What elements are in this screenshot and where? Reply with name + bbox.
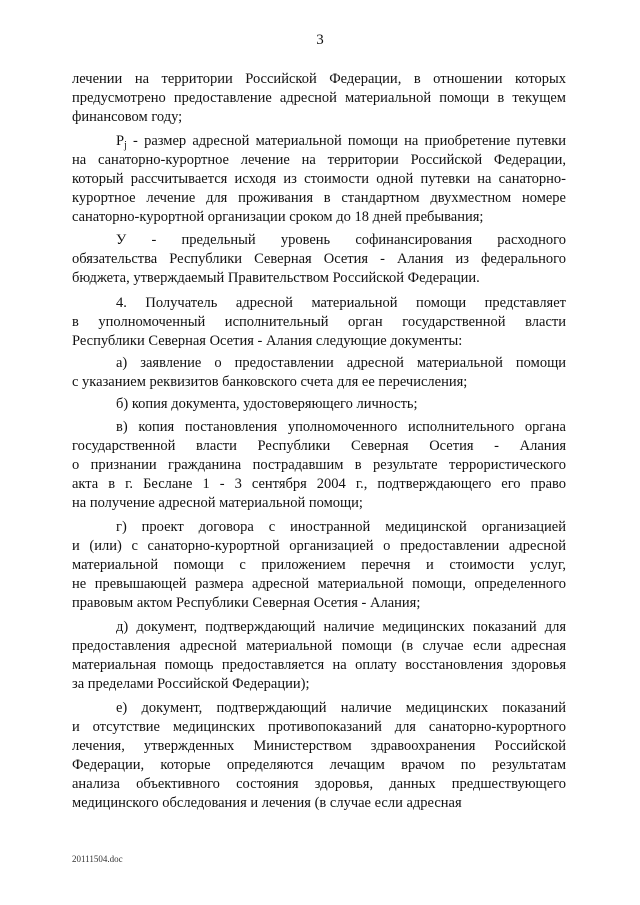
text-line: с указанием реквизитов банковского счета для ее перечисления; — [72, 374, 468, 390]
text-line: е) документ, подтверждающий наличие медицинских показаний — [116, 700, 566, 716]
text-line: д) документ, подтверждающий наличие медицинских показаний для — [116, 619, 566, 635]
text-line: Республики Северная Осетия - Алания следующие документы: — [72, 333, 463, 349]
text-line: лечения, утвержденных Министерством здравоохранения Российской — [72, 738, 566, 754]
paragraph-p6 — [72, 418, 566, 513]
text-line: санаторно-курортной организации сроком до 18 дней пребывания; — [72, 209, 484, 225]
formula-subscript: j — [124, 140, 127, 151]
paragraph-p7 — [72, 518, 566, 613]
text-line: который рассчитывается исходя из стоимости одной путевки на санаторно- — [72, 171, 566, 187]
text-line: материальной помощи с приложением перечня и стоимости услуг, — [72, 557, 566, 573]
text-line: г) проект договора с иностранной медицинской организацией — [116, 519, 566, 535]
text-line: медицинского обследования и лечения (в случае если адресная — [72, 795, 462, 811]
paragraph-p9 — [72, 699, 566, 813]
paragraph-p3 — [72, 294, 566, 351]
formula-symbol: P — [116, 133, 125, 149]
text-line: б) копия документа, удостоверяющего личность; — [116, 396, 418, 412]
text-line: и отсутствие медицинских противопоказаний для санаторно-курортного — [72, 719, 566, 735]
text-line: в) копия постановления уполномоченного исполнительного органа — [116, 419, 566, 435]
text-line: предоставления адресной материальной помощи (в случае если адресная — [72, 638, 566, 654]
text-line: анализа объективного состояния здоровья, данных предшествующего — [72, 776, 566, 792]
paragraph-p0 — [72, 70, 566, 127]
document-body — [72, 70, 566, 813]
page-number: 3 — [316, 32, 324, 48]
text-line: акта в г. Беслане 1 - 3 сентября 2004 г., подтверждающего его право — [72, 476, 566, 492]
text-line: финансовом году; — [72, 109, 183, 125]
paragraph-p5 — [72, 395, 566, 414]
text-line: за пределами Российской Федерации); — [72, 676, 310, 692]
text-line: У - предельный уровень софинансирования расходного — [116, 232, 566, 248]
text-line: 4. Получатель адресной материальной помощи представляет — [116, 295, 566, 311]
text-line: курортное лечение для проживания в стандартном двухместном номере — [72, 190, 566, 206]
text-line: о признании гражданина пострадавшим в результате террористического — [72, 457, 566, 473]
text-line: а) заявление о предоставлении адресной материальной помощи — [116, 355, 566, 371]
line-text: - размер адресной материальной помощи на приобретение путевки — [126, 133, 566, 149]
text-line: государственной власти Республики Северная Осетия - Алания — [72, 438, 566, 454]
text-line: в уполномоченный исполнительный орган государственной власти — [72, 314, 566, 330]
text-line: правовым актом Республики Северная Осетия - Алания; — [72, 595, 421, 611]
text-line: материальная помощь предоставляется на оплату восстановления здоровья — [72, 657, 566, 673]
text-line: не превышающей размера адресной материальной помощи, определенного — [72, 576, 566, 592]
text-line — [72, 132, 566, 151]
text-line: на получение адресной материальной помощи; — [72, 495, 363, 511]
text-line: на санаторно-курортное лечение на территории Российской Федерации, — [72, 152, 566, 168]
paragraph-p1 — [72, 132, 566, 227]
text-line: и (или) с санаторно-курортной организацией о предоставлении адресной — [72, 538, 566, 554]
text-line: обязательства Республики Северная Осетия - Алания из федерального — [72, 251, 566, 267]
paragraph-p2 — [72, 231, 566, 288]
footer-filename: 20111504.doc — [72, 854, 123, 864]
paragraph-p4 — [72, 354, 566, 392]
text-line: Федерации, которые определяются лечащим врачом по результатам — [72, 757, 566, 773]
text-line: бюджета, утверждаемый Правительством Российской Федерации. — [72, 270, 480, 286]
text-line: предусмотрено предоставление адресной материальной помощи в текущем — [72, 90, 566, 106]
paragraph-p8 — [72, 618, 566, 694]
text-line: лечении на территории Российской Федерации, в отношении которых — [72, 71, 566, 87]
